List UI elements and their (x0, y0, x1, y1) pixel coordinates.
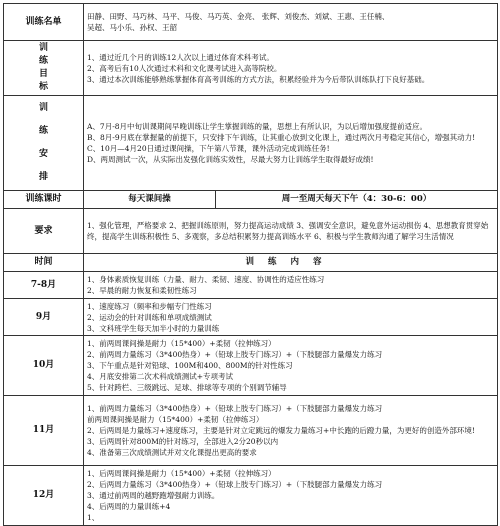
plan-item: 2、早晨的耐力恢复和柔韧性练习 (87, 286, 197, 295)
names-cell (84, 4, 498, 41)
requirements-label: 要求 (4, 209, 84, 254)
arrangement-item: C、10月—4月20日通过课间操，下午第八节课，课外活动完成训练任务! (87, 144, 330, 153)
plan-item: 1、速度练习（频率和步幅专门性练习 (87, 301, 212, 311)
plan-header-row (4, 254, 498, 272)
arrangement-cell (84, 96, 498, 191)
arrangement-item: A、7月-8月中旬训课期间早晚训练让学生掌握训练的量，思想上有所认识，为以后增加强度提前适应。 (87, 122, 427, 131)
plan-month: 7-8月 (4, 272, 84, 299)
plan-content (84, 336, 498, 396)
content-header (84, 254, 498, 272)
plan-content (84, 272, 498, 299)
requirements-row (4, 209, 498, 254)
plan-content (84, 396, 498, 466)
schedule-label: 训练课时 (4, 191, 84, 209)
plan-item: 1、身体素质恢复训练（力量、耐力、柔韧、速度、协调性的适应性练习 (87, 275, 325, 284)
plan-item: 3、通过前两周的越野跑增强耐力训练。 (87, 491, 220, 500)
names-line-2: 吴超、马小乐、孙权、王韶 (87, 23, 177, 32)
goal-item: 1、通过近几个月的训练12人次以上通过体育术科考试。 (87, 52, 274, 62)
plan-item: 1、 (87, 513, 100, 522)
schedule-slot-2: 周一至周天每天下午（4：30-6：00） (216, 191, 498, 209)
plan-item: 1、前两周力量练习（3*400热身）+（铅球上肢专门练习）+（下肢腿部力量爆发力练习 (87, 404, 383, 413)
arrangement-label-char: 练 (38, 126, 48, 136)
arrangement-label-char: 安 (38, 149, 48, 159)
plan-row (4, 466, 498, 526)
names-row (4, 4, 498, 41)
goals-label-char: 标 (38, 82, 48, 92)
plan-content (84, 466, 498, 526)
names-label: 训练名单 (4, 4, 84, 41)
schedule-slot-1: 每天课间操 (84, 191, 216, 209)
requirements-text (84, 209, 498, 254)
plan-item: 2、后两周是力量练习+速度练习，主要是针对立定跳远的爆发力量练习+中长跑的后蹬力量，为更好的创造外部环境! (87, 426, 475, 435)
goals-cell (84, 41, 498, 96)
plan-item: 2、运动会的针对训练和单项成绩测试 (87, 312, 212, 322)
training-plan-table (3, 3, 498, 526)
arrangement-label-char: 排 (38, 172, 48, 182)
content-header-text: 训练内容 (245, 257, 336, 267)
plan-item: 前两周课间操是耐力（15*400）+柔韧（拉伸练习） (87, 415, 264, 424)
arrangement-label-char: 训 (38, 103, 48, 113)
requirements-paragraph: 1、强化管理，严格要求 2、把握训练原则，努力提高运动成绩 3、强调安全意识，避免意外运动损伤 4、思想教育贯穿始终，提高学生训练积极性 5、多观察，多总结积累努力提高训练水平 6、积极与学生教师沟通了解学习生活情况 (87, 221, 489, 241)
plan-item: 5、针对跨栏、三级跳远、足球、排球等专项的个别调节辅导 (87, 383, 287, 392)
plan-item: 3、下午重点是针对铅球、100M和400、800M的针对性练习 (87, 361, 293, 370)
plan-month: 11月 (4, 396, 84, 466)
goals-label-char: 练 (38, 56, 48, 66)
plan-item: 4、后两周的力量训练+4 (87, 502, 171, 511)
goals-label-char: 目 (38, 69, 48, 79)
plan-month: 12月 (4, 466, 84, 526)
schedule-row (4, 191, 498, 209)
plan-row (4, 272, 498, 299)
goals-label-char: 训 (38, 43, 48, 53)
plan-item: 2、前两周力量练习（3*400热身）+（铅球上肢专门练习）+（下肢腿部力量爆发力练习 (87, 350, 383, 359)
plan-row (4, 396, 498, 466)
arrangement-item: D、两周测试一次，从实际出发强化训练实效性，尽最大努力让训练学生取得最好成绩! (87, 155, 374, 164)
plan-month: 10月 (4, 336, 84, 396)
goals-label (4, 41, 84, 96)
time-header: 时间 (4, 254, 84, 272)
goal-item: 2、高考后有10人次通过术科和文化课考试进入高等院校。 (87, 63, 282, 73)
plan-row (4, 299, 498, 336)
plan-item: 1、后两周课间操是耐力（15*400）+柔韧（拉伸练习） (87, 469, 276, 478)
arrangement-label (4, 96, 84, 191)
plan-item: 4、准备第三次成绩测试并对文化课提出更高的要求 (87, 448, 257, 457)
arrangement-item: B、8月-9月底在掌握量的前提下，只安排下午训练，让其重心放到文化课上，通过两次月考稳定其信心，增强其动力! (87, 133, 476, 142)
plan-item: 3、后两周针对800M的针对练习，全部进入2分20秒以内 (87, 437, 279, 446)
plan-row (4, 336, 498, 396)
plan-month: 9月 (4, 299, 84, 336)
plan-content (84, 299, 498, 336)
arrangement-row (4, 96, 498, 191)
goal-item: 3、通过本次训练能够熟练掌握体育高考训练的方式方法，积累经验并为今后带队训练队打下良好基础。 (87, 74, 430, 84)
plan-item: 4、月底安排第二次术科成绩测试+专项考试 (87, 372, 234, 381)
goals-row (4, 41, 498, 96)
names-line-1: 田静、田野、马巧林、马平、马俊、马巧英、金亮、 张辉、刘俊杰、刘斌、王惠、王任楠、 (87, 12, 390, 21)
plan-item: 1、前两周课间操是耐力（15*400）+柔韧（拉伸练习） (87, 339, 276, 348)
plan-item: 3、文科班学生每天加半小时的力量训练 (87, 323, 220, 333)
plan-item: 2、后两周力量练习（3*400热身）+（铅球上肢专门练习）+（下肢腿部力量爆发力练习 (87, 480, 383, 489)
